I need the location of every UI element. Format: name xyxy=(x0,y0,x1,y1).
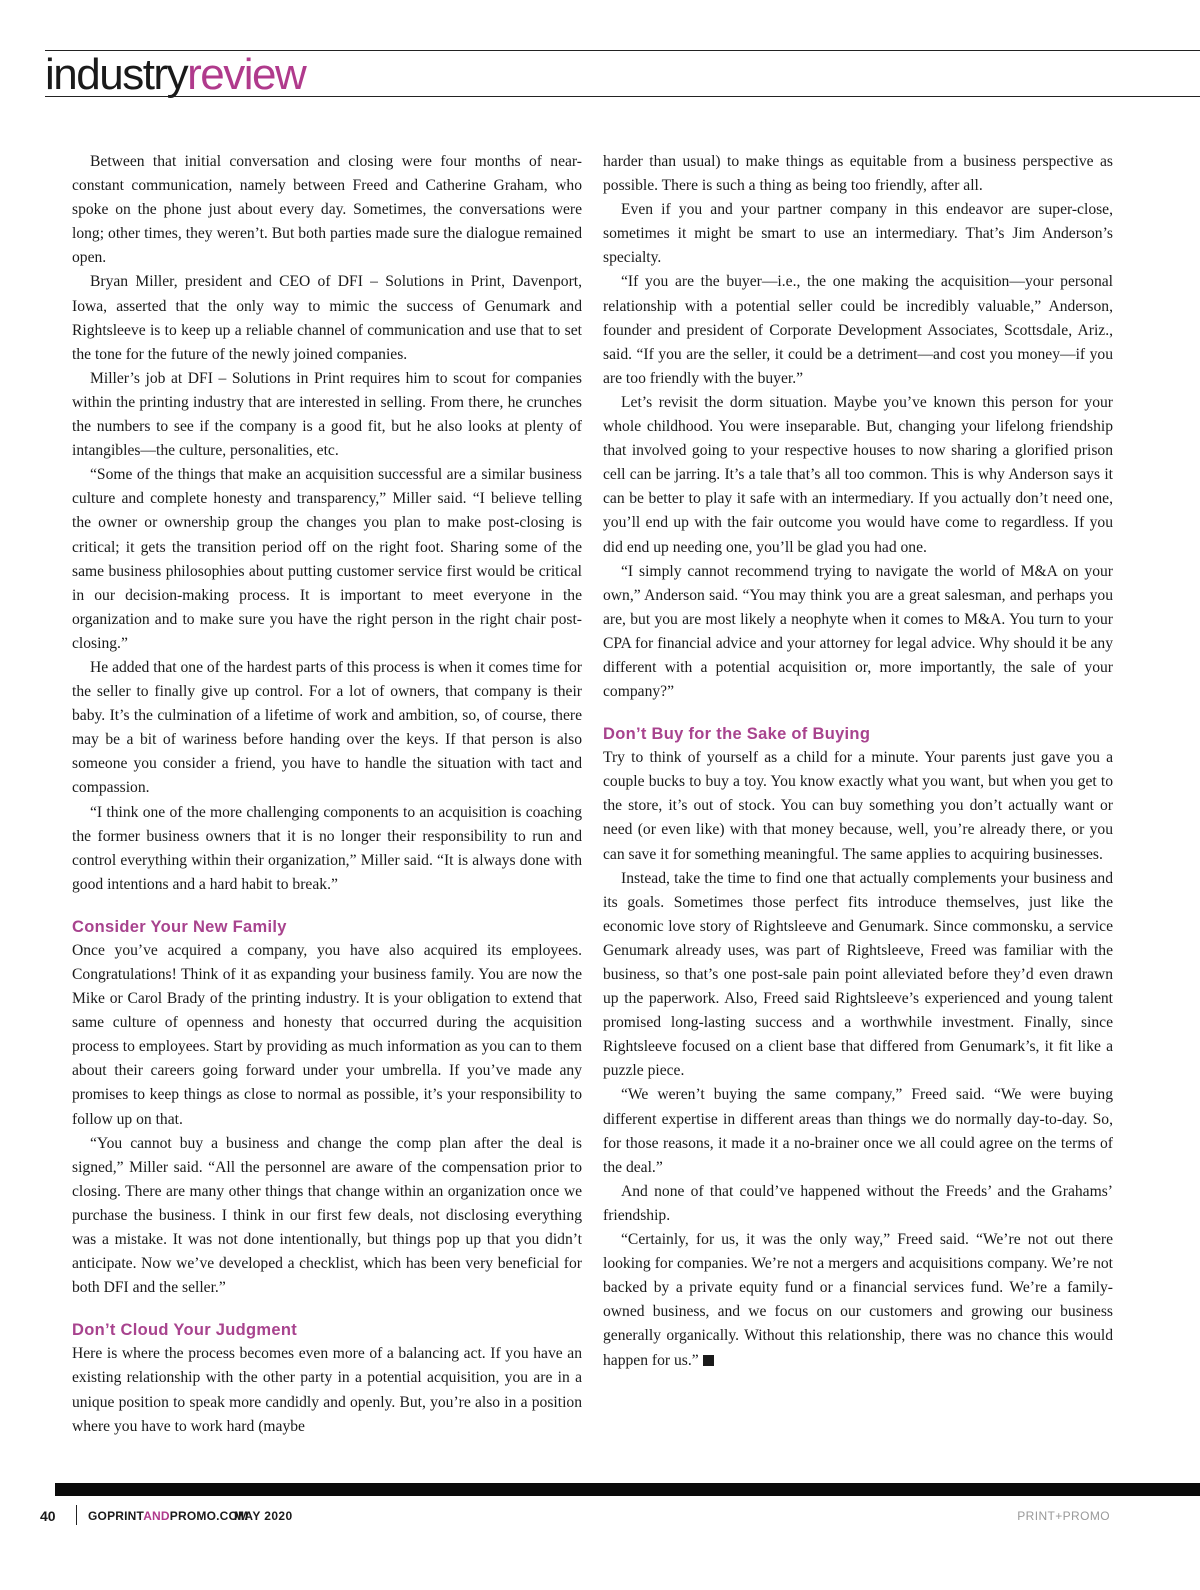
paragraph: Once you’ve acquired a company, you have also acquired its employees. Congratulations! Think of it as expanding your business family. You are now the Mike or Carol Brady of the printing industry. It is your obligation to extend that same culture of openness and honesty that occurred during the acquisition process to employees. Start by providing as much information as you can to them about their careers going forward under your umbrella. If you’ve made any promises to keep things as close to normal as possible, it’s your responsibility to follow up on that. xyxy=(72,941,582,1128)
paragraph: Bryan Miller, president and CEO of DFI – Solutions in Print, Davenport, Iowa, asserted that the only way to mimic the success of Genumark and Rightsleeve is to keep up a reliable channel of communication and use that to set the tone for the future of the newly joined companies. xyxy=(72,273,582,363)
section-title-part1: industry xyxy=(45,50,188,99)
paragraph: “Some of the things that make an acquisition successful are a similar business culture and complete honesty and transparency,” Miller said. “I believe telling the owner or ownership group the changes you plan to make post-closing is critical; it gets the transition period off on the right foot. Sharing some of the same business philosophies about putting customer service first would be critical in our decision-making process. It is important to meet everyone in the organization and to make sure you have the right person in the right chair post-closing.” xyxy=(72,466,582,652)
footer-divider xyxy=(76,1505,77,1525)
paragraph: Let’s revisit the dorm situation. Maybe you’ve known this person for your whole childhood. You were inseparable. But, changing your lifelong friendship that involved going to your respective houses to now sharing a glorified prison cell can be jarring. It’s a tale that’s all too common. This is why Anderson says it can be better to play it safe with an intermediary. If you actually don’t need one, you’ll end up with the fair outcome you would have come to regardless. If you did end up needing one, you’ll be glad you had one. xyxy=(603,393,1113,556)
paragraph-text: “Certainly, for us, it was the only way,” Freed said. “We’re not out there looking for companies. We’re not a mergers and acquisitions company. We’re not backed by a private equity fund or a financial services fund. We’re a family-owned business, and we focus on our customers and growing our business generally organically. Without this relationship, there was no chance this would happen for us.” xyxy=(603,1231,1113,1369)
site-url xyxy=(88,1509,248,1523)
section-title-part2: review xyxy=(187,50,306,99)
paragraph: He added that one of the hardest parts of this process is when it comes time for the seller to finally give up control. For a lot of owners, that company is their baby. It’s the culmination of a lifetime of work and ambition, so, of course, there may be a bit of wariness before handing over the keys. If that person is also someone you consider a friend, you have to handle the situation with tact and compassion. xyxy=(72,658,582,797)
site-part3: PROMO.COM xyxy=(169,1509,249,1523)
paragraph: “I simply cannot recommend trying to navigate the world of M&A on your own,” Anderson said. “You may think you are a great salesman, and perhaps you are, but you are most likely a neophyte when it comes to M&A. You turn to your CPA for financial advice and your attorney for legal advice. Why should it be any different with a potential acquisition or, more importantly, the sale of your company?” xyxy=(603,562,1113,701)
paragraph: Instead, take the time to find one that actually complements your business and its goals. Sometimes those perfect fits introduce themselves, just like the economic love story of Rightsleeve and Genumark. Since commonsku, a service Genumark already uses, was part of Rightsleeve, Freed was familiar with the business, so that’s one post-sale pain point alleviated before they’d even drawn up the paperwork. Also, Freed said Rightsleeve’s experienced and young talent promised long-lasting success and a worthwhile investment. Finally, since Rightsleeve focused on a client base that differed from Genumark’s, it fit like a puzzle piece. xyxy=(603,869,1113,1080)
paragraph: “We weren’t buying the same company,” Freed said. “We were buying different expertise in different areas than things we do normally day-to-day. So, for those reasons, it made it a no-brainer once we all could agree on the terms of the deal.” xyxy=(603,1086,1113,1176)
paragraph: Here is where the process becomes even more of a balancing act. If you have an existing relationship with the other party in a potential acquisition, you are in a unique position to speak more candidly and openly. But, you’re also in a position where you have to work hard (maybe xyxy=(72,1345,582,1435)
paragraph: harder than usual) to make things as equitable from a business perspective as possible. There is such a thing as being too friendly, after all. xyxy=(603,153,1113,195)
last-paragraph xyxy=(603,1228,1113,1373)
paragraph: Even if you and your partner company in this endeavor are super-close, sometimes it might be smart to use an intermediary. That’s Jim Anderson’s specialty. xyxy=(603,201,1113,267)
subheading-family: Consider Your New Family xyxy=(72,917,287,936)
footer xyxy=(40,1508,1120,1528)
subheading-buy: Don’t Buy for the Sake of Buying xyxy=(603,725,871,744)
right-column xyxy=(603,150,1113,1373)
site-part1: GOPRINT xyxy=(88,1509,144,1523)
subheading-judgment: Don’t Cloud Your Judgment xyxy=(72,1321,298,1340)
section-title xyxy=(45,52,305,98)
paragraph: “If you are the buyer—i.e., the one making the acquisition—your personal relationship with a potential seller could be incredibly valuable,” Anderson, founder and president of Corporate Development Associates, Scottsdale, Ariz., said. “If you are the seller, it could be a detriment—and cost you money—if you are too friendly with the buyer.” xyxy=(603,273,1113,387)
header-rule-bottom xyxy=(45,96,1200,97)
paragraph: Try to think of yourself as a child for a minute. Your parents just gave you a couple bucks to buy a toy. You know exactly what you want, but when you get to the store, it’s out of stock. You can buy something you don’t actually want or need (or even like) with that money because, well, you’re already there, or you can save it for something meaningful. The same applies to acquiring businesses. xyxy=(603,749,1113,863)
end-mark-icon: + xyxy=(703,1355,714,1366)
magazine-name: PRINT+PROMO xyxy=(1017,1509,1110,1523)
page-number: 40 xyxy=(40,1508,56,1524)
issue-date: MAY 2020 xyxy=(234,1509,293,1523)
paragraph: “You cannot buy a business and change the comp plan after the deal is signed,” Miller said. “All the personnel are aware of the compensation prior to closing. There are many other things that change within an organization once we purchase the business. I think in our first few deals, not disclosing everything was a mistake. It was not done intentionally, but things pop up that you didn’t anticipate. Now we’ve developed a checklist, which has been very beneficial for both DFI and the seller.” xyxy=(72,1134,582,1297)
site-part2: AND xyxy=(143,1509,170,1523)
paragraph: And none of that could’ve happened without the Freeds’ and the Grahams’ friendship. xyxy=(603,1182,1113,1224)
paragraph: “I think one of the more challenging components to an acquisition is coaching the former business owners that it is no longer their responsibility to run and control everything within their organization,” Miller said. “It is always done with good intentions and a hard habit to break.” xyxy=(72,803,582,893)
paragraph: Between that initial conversation and closing were four months of near-constant communication, namely between Freed and Catherine Graham, who spoke on the phone just about every day. Sometimes, the conversations were long; other times, they weren’t. But both parties made sure the dialogue remained open. xyxy=(72,153,582,267)
paragraph: Miller’s job at DFI – Solutions in Print requires him to scout for companies within the printing industry that are interested in selling. From there, he crunches the numbers to see if the company is a good fit, but he also looks at plenty of intangibles—the culture, personalities, etc. xyxy=(72,369,582,460)
left-column xyxy=(72,150,582,1439)
footer-bar xyxy=(55,1483,1200,1496)
